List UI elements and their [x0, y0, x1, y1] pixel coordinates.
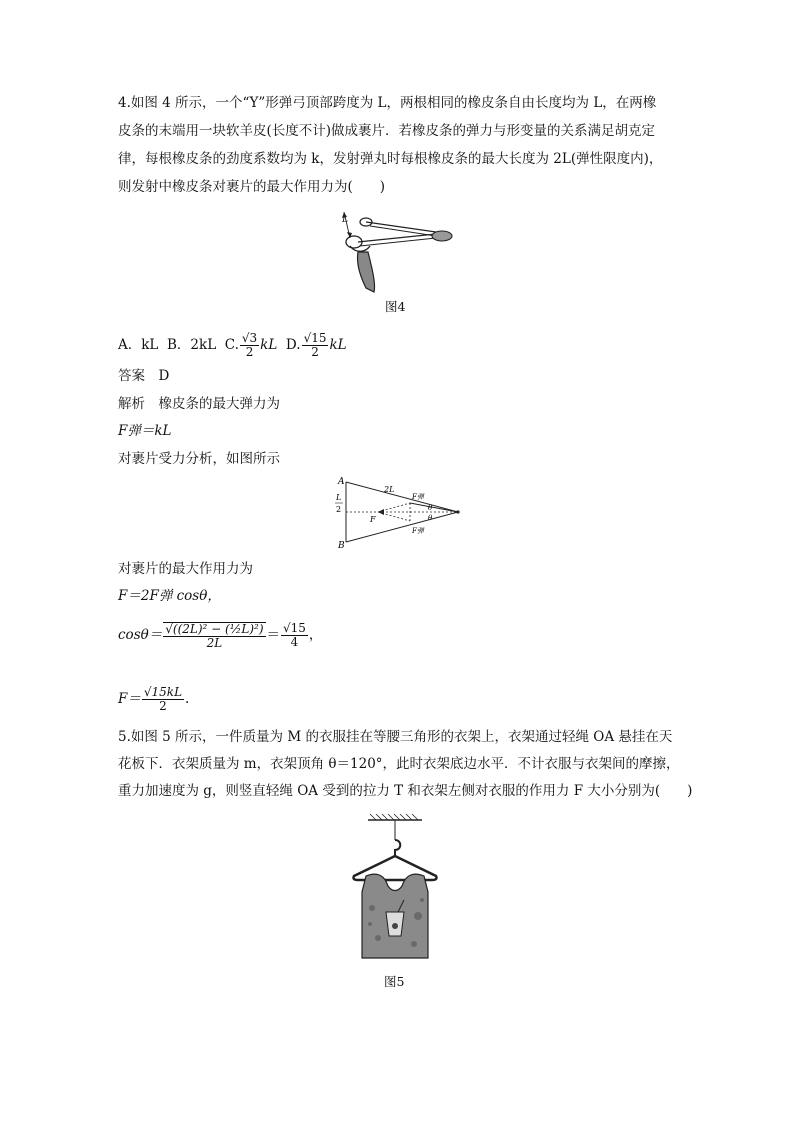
theta-top-label: θ — [428, 504, 433, 512]
equation-resultant: F＝2F弹 cosθ， — [118, 588, 221, 604]
option-b: B．2kL — [167, 337, 217, 353]
answer-line: 答案 D — [118, 368, 170, 384]
q4-stem-line-4: 则发射中橡皮条对裹片的最大作用力为( ) — [118, 179, 386, 195]
option-c: C. $\frac{√3}{2}$ kL — [224, 331, 278, 359]
theta-bottom-label: θ — [428, 514, 433, 522]
clothes-hanger-figure — [348, 812, 442, 962]
equation-cos-theta: cosθ＝ $\frac{\text{√((2L)² − (½L)²)}}{2L}$ ＝ $\frac{√15}{4}$ ， — [118, 621, 323, 650]
q4-options — [118, 331, 347, 359]
option-a: A．kL — [118, 337, 159, 353]
max-force-line: 对裹片的最大作用力为 — [118, 561, 253, 577]
length-2l-label: 2L — [384, 485, 395, 494]
analysis-line: 解析 橡皮条的最大弹力为 — [118, 396, 280, 412]
q5-stem-line-3: 重力加速度为 g，则竖直轻绳 OA 受到的拉力 T 和衣架左侧对衣服的作用力 F 大小分别为( ) — [118, 783, 693, 799]
q5-stem-line-2: 花板下．衣架质量为 m，衣架顶角 θ＝120°，此时衣架底边水平．不计衣服与衣架间的摩擦， — [118, 756, 680, 772]
q4-stem-line-2: 皮条的末端用一块软羊皮(长度不计)做成裹片．若橡皮条的弹力与形变量的关系满足胡克定 — [118, 123, 656, 139]
force-diagram — [332, 472, 464, 552]
half-l-denominator: 2 — [336, 505, 342, 514]
equation-final-force: F＝ $\frac{√15kL}{2}$ . — [118, 685, 190, 713]
q5-stem-line-1: 5.如图 5 所示，一件质量为 M 的衣服挂在等腰三角形的衣架上，衣架通过轻绳 OA 悬挂在天 — [118, 729, 673, 745]
q4-stem-line-3: 律，每根橡皮条的劲度系数均为 k，发射弹丸时每根橡皮条的最大长度为 2L(弹性限度内)， — [118, 151, 663, 167]
equation-spring-force: F弹＝kL — [118, 423, 172, 439]
point-b-label: B — [338, 541, 345, 551]
force-analysis-line: 对裹片受力分析，如图所示 — [118, 451, 280, 467]
half-l-numerator: L — [336, 493, 342, 502]
spring-force-top-label: F弹 — [412, 493, 424, 501]
slingshot-length-label: L — [342, 215, 348, 225]
point-a-label: A — [338, 477, 345, 487]
slingshot-figure — [336, 208, 460, 296]
spring-force-bottom-label: F弹 — [412, 527, 424, 535]
option-d: D. $\frac{√15}{2}$ kL — [285, 331, 347, 359]
figure-5-caption: 图5 — [384, 974, 405, 989]
figure-4-caption: 图4 — [385, 299, 406, 314]
resultant-force-label: F — [370, 515, 376, 524]
q4-stem-line-1: 4.如图 4 所示，一个“Y”形弹弓顶部跨度为 L，两根相同的橡皮条自由长度均为 L，在两橡 — [118, 95, 657, 111]
